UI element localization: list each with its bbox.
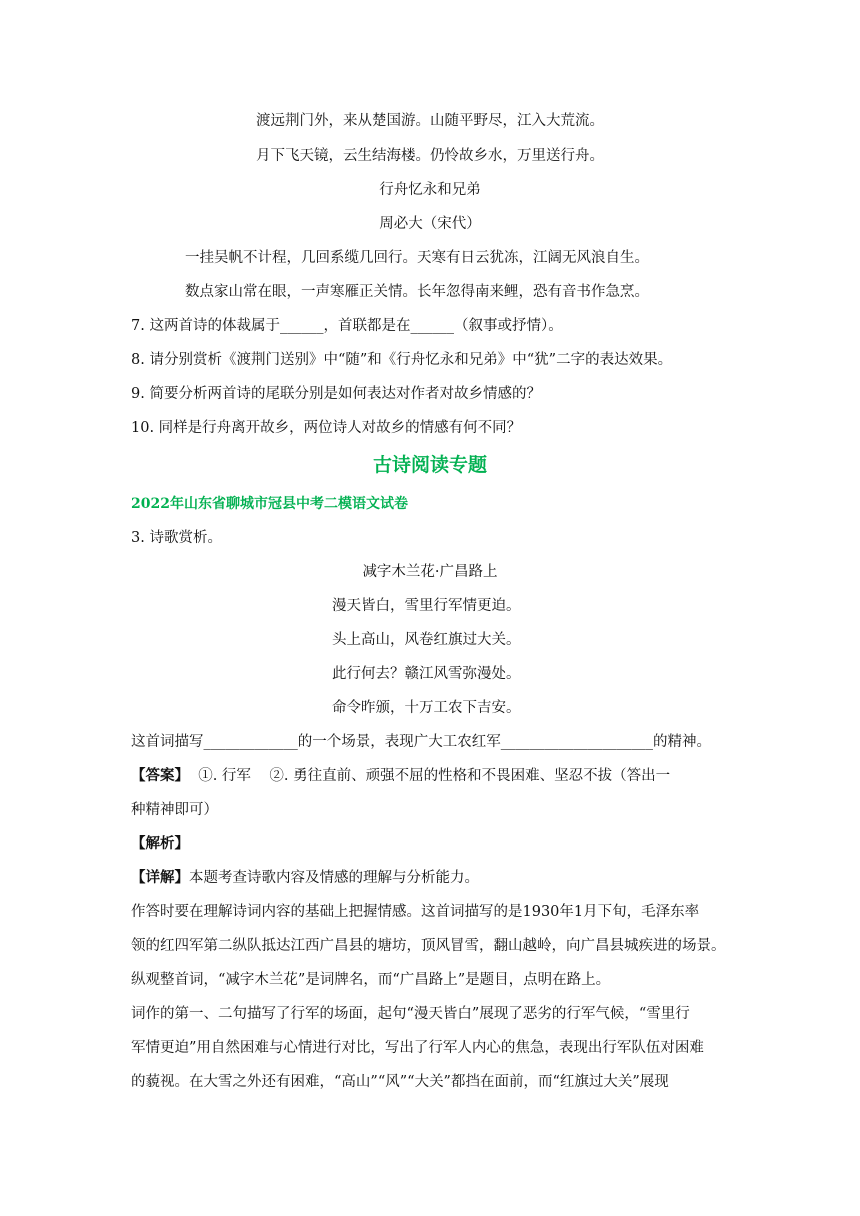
- poem2-author: 周必大（宋代）: [379, 216, 481, 232]
- analysis-label: 【解析】: [131, 835, 189, 852]
- question-7: 7. 这两首诗的体裁属于______，首联都是在______（叙事或抒情）。: [131, 318, 563, 334]
- answer-row: [131, 765, 670, 787]
- exam-source: 2022年山东省聊城市冠县中考二模语文试卷: [131, 496, 408, 512]
- q3-prompt: 这首词描写_____________的一个场景，表现广大工农红军_____________________的精神。: [131, 734, 711, 750]
- question-10: 10. 同样是行舟离开故乡，两位诗人对故乡的情感有何不同？: [131, 420, 522, 436]
- detail-row: [131, 867, 479, 889]
- poem2-title: 行舟忆永和兄弟: [379, 182, 481, 198]
- q3-poem-line-1: 漫天皆白，雪里行军情更迫。: [332, 598, 521, 614]
- poem2-line-1: 一挂吴帆不计程，几回系缆几回行。天寒有日云犹冻，江阔无风浪自生。: [185, 250, 649, 266]
- q3-poem-line-3: 此行何去？赣江风雪弥漫处。: [332, 666, 521, 682]
- analysis-paragraph-line-3: 纵观整首词，“减字木兰花”是词牌名，而“广昌路上”是题目，点明在路上。: [131, 972, 611, 988]
- question-9: 9. 简要分析两首诗的尾联分别是如何表达对作者对故乡情感的？: [131, 386, 541, 402]
- poem2-line-2: 数点家山常在眼，一声寒雁正关情。长年忽得南来鲤，恐有音书作急烹。: [185, 284, 649, 300]
- q3-poem-line-2: 头上高山，风卷红旗过大关。: [332, 632, 521, 648]
- section-heading: 古诗阅读专题: [372, 454, 487, 476]
- detail-label: 【详解】: [131, 869, 189, 886]
- q3-poem-line-4: 命令昨颁，十万工农下吉安。: [332, 700, 521, 716]
- poem1-line-2: 月下飞天镜，云生结海楼。仍怜故乡水，万里送行舟。: [256, 148, 604, 164]
- answer-label: 【答案】: [131, 767, 189, 784]
- analysis-paragraph-line-2: 领的红四军第二纵队抵达江西广昌县的塘坊，顶风冒雪，翻山越岭，向广昌县城疾进的场景。: [131, 938, 726, 954]
- analysis-paragraph-line-6: 的藐视。在大雪之外还有困难，“高山”“风”“大关”都挡在面前，而“红旗过大关”展现: [131, 1074, 669, 1090]
- question-3-stem: 3. 诗歌赏析。: [131, 530, 222, 546]
- analysis-paragraph-line-5: 军情更迫”用自然困难与心情进行对比，写出了行军人内心的焦急，表现出行军队伍对困难: [131, 1040, 704, 1056]
- analysis-paragraph-line-1: 作答时要在理解诗词内容的基础上把握情感。这首词描写的是1930年1月下旬，毛泽东率: [131, 904, 700, 920]
- analysis-paragraph-line-4: 词作的第一、二句描写了行军的场面，起句“漫天皆白”展现了恶劣的行军气候，“雪里行: [131, 1006, 690, 1022]
- answer-continuation: 种精神即可）: [131, 802, 218, 818]
- q3-poem-title: 减字木兰花·广昌路上: [362, 564, 498, 580]
- detail-text: 本题考查诗歌内容及情感的理解与分析能力。: [189, 870, 479, 886]
- answer-text: ①. 行军 ②. 勇往直前、顽强不屈的性格和不畏困难、坚忍不拔（答出一: [189, 768, 671, 784]
- poem1-line-1: 渡远荆门外，来从楚国游。山随平野尽，江入大荒流。: [256, 113, 604, 129]
- question-8: 8. 请分别赏析《渡荆门送别》中“随”和《行舟忆永和兄弟》中“犹”二字的表达效果。: [131, 352, 673, 368]
